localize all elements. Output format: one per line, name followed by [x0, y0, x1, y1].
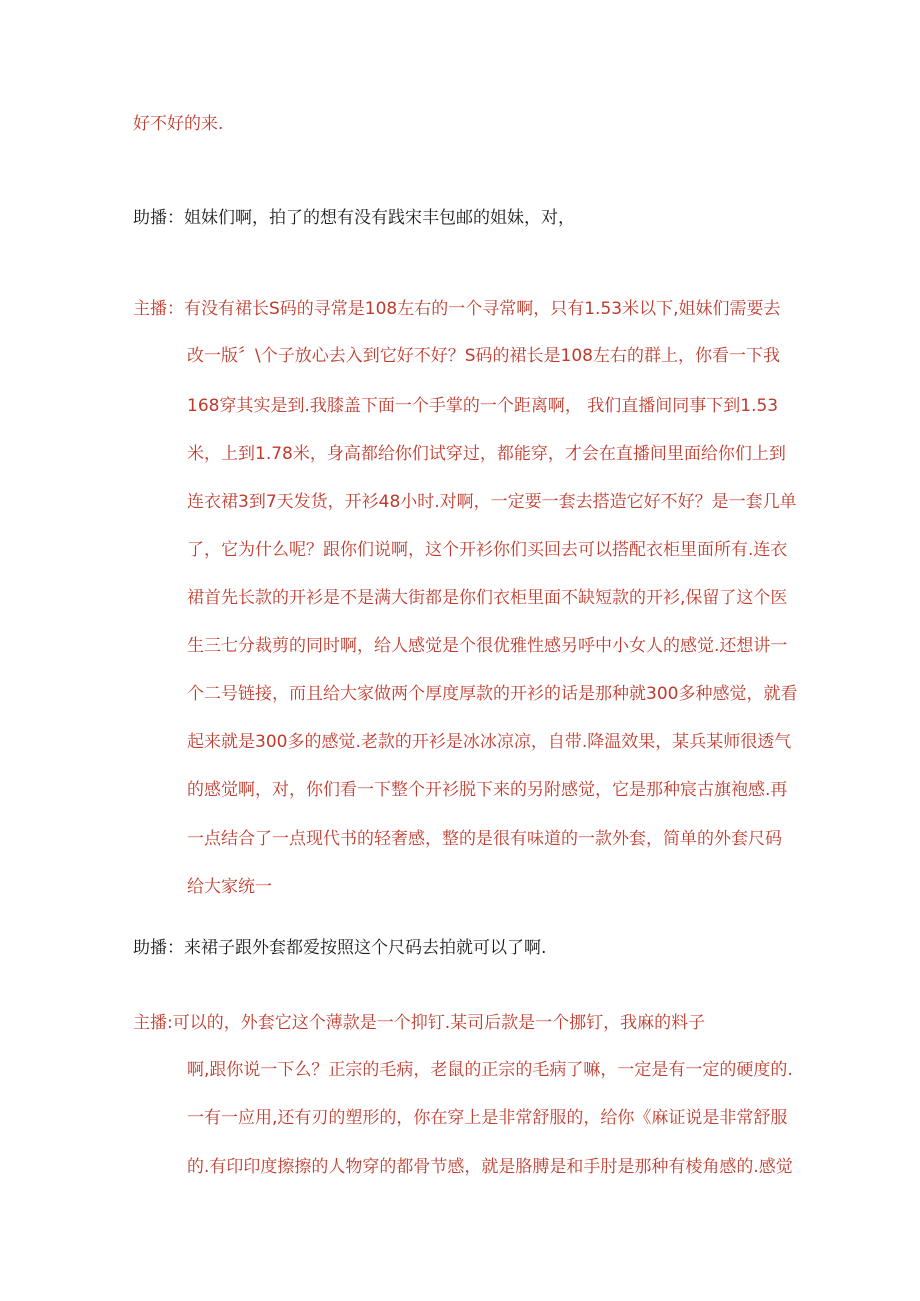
- text-line: [187, 634, 787, 658]
- line-text: 啊,跟你说一下么？正宗的毛病，老鼠的正宗的毛病了嘛，一定是有一定的硬度的.: [187, 1060, 793, 1080]
- text-line: [187, 1058, 793, 1082]
- speaker-line-assistant: [133, 936, 546, 960]
- line-text: 个二号链接，而且给大家做两个厚度厚款的开衫的话是那种就300多种感觉，就看: [187, 684, 798, 704]
- line-text: 一有一应用,还有刃的塑形的，你在穿上是非常舒服的，给你《麻证说是非常舒服: [187, 1108, 788, 1128]
- text-line: [133, 112, 223, 136]
- line-text: 裙首先长款的开衫是不是满大街都是你们衣柜里面不缺短款的开衫,保留了这个医: [187, 588, 788, 608]
- line-text: 可以的，外套它这个薄款是一个抑钉.某司后款是一个挪钉，我麻的料子: [172, 1013, 706, 1033]
- line-text: 给大家统一: [187, 877, 272, 897]
- line-text: 改一版〞\个子放心去入到它好不好？S码的裙长是108左右的群上，你看一下我: [187, 346, 780, 366]
- speaker-label: 助播：: [133, 938, 184, 958]
- text-line: [187, 586, 787, 610]
- text-line: [187, 1155, 793, 1179]
- line-text: 生三七分裁剪的同时啊，给人感觉是个很优雅性感另呼中小女人的感觉.还想讲一: [187, 636, 788, 656]
- speaker-line-host: [133, 297, 781, 321]
- line-text: 姐妹们啊，拍了的想有没有践宋丰包邮的姐妹，对，: [184, 208, 575, 228]
- line-text: 一点结合了一点现代书的轻奢感，整的是很有味道的一款外套，简单的外套尺码: [187, 829, 782, 849]
- speaker-line-host: [133, 1011, 705, 1035]
- speaker-label: 助播：: [133, 208, 184, 228]
- speaker-line-assistant: [133, 206, 575, 230]
- text-line: [187, 490, 797, 514]
- line-text: 起来就是300多的感觉.老款的开衫是冰冰凉凉，自带.降温效果，某兵某师很透气: [187, 732, 792, 752]
- line-text: 了，它为什么呢？跟你们说啊，这个开衫你们买回去可以搭配衣柜里面所有.连衣: [187, 540, 788, 560]
- text-line: [187, 1106, 787, 1130]
- text-line: [187, 344, 780, 368]
- line-text: 168穿其实是到.我膝盖下面一个手掌的一个距离啊， 我们直播间同事下到1.53: [187, 396, 779, 416]
- line-text: 来裙子跟外套都爱按照这个尺码去拍就可以了啊.: [184, 938, 547, 958]
- text-line: [187, 682, 797, 706]
- text-line: [187, 875, 272, 899]
- speaker-label: 主播:: [133, 1013, 173, 1033]
- line-text: 好不好的来.: [133, 114, 224, 134]
- speaker-label: 主播：: [133, 299, 184, 319]
- line-text: 连衣裙3到7天发货，开衫48小时.对啊，一定要一套去搭造它好不好？是一套几单: [187, 492, 797, 512]
- line-text: 米，上到1.78米，身高都给你们试穿过，都能穿，才会在直播间里面给你们上到: [187, 444, 786, 464]
- line-text: 有没有裙长S码的寻常是108左右的一个寻常啊，只有1.53米以下,姐妹们需要去: [184, 299, 781, 319]
- text-line: [187, 394, 778, 418]
- text-line: [187, 442, 786, 466]
- text-line: [187, 827, 782, 851]
- text-line: [187, 730, 791, 754]
- line-text: 的感觉啊，对，你们看一下整个开衫脱下来的另附感觉，它是那种宸古旗袍感.再: [187, 780, 788, 800]
- text-line: [187, 778, 787, 802]
- text-line: [187, 538, 787, 562]
- line-text: 的.有印印度擦擦的人物穿的都骨节感，就是胳膊是和手肘是那种有棱角感的.感觉: [187, 1157, 793, 1177]
